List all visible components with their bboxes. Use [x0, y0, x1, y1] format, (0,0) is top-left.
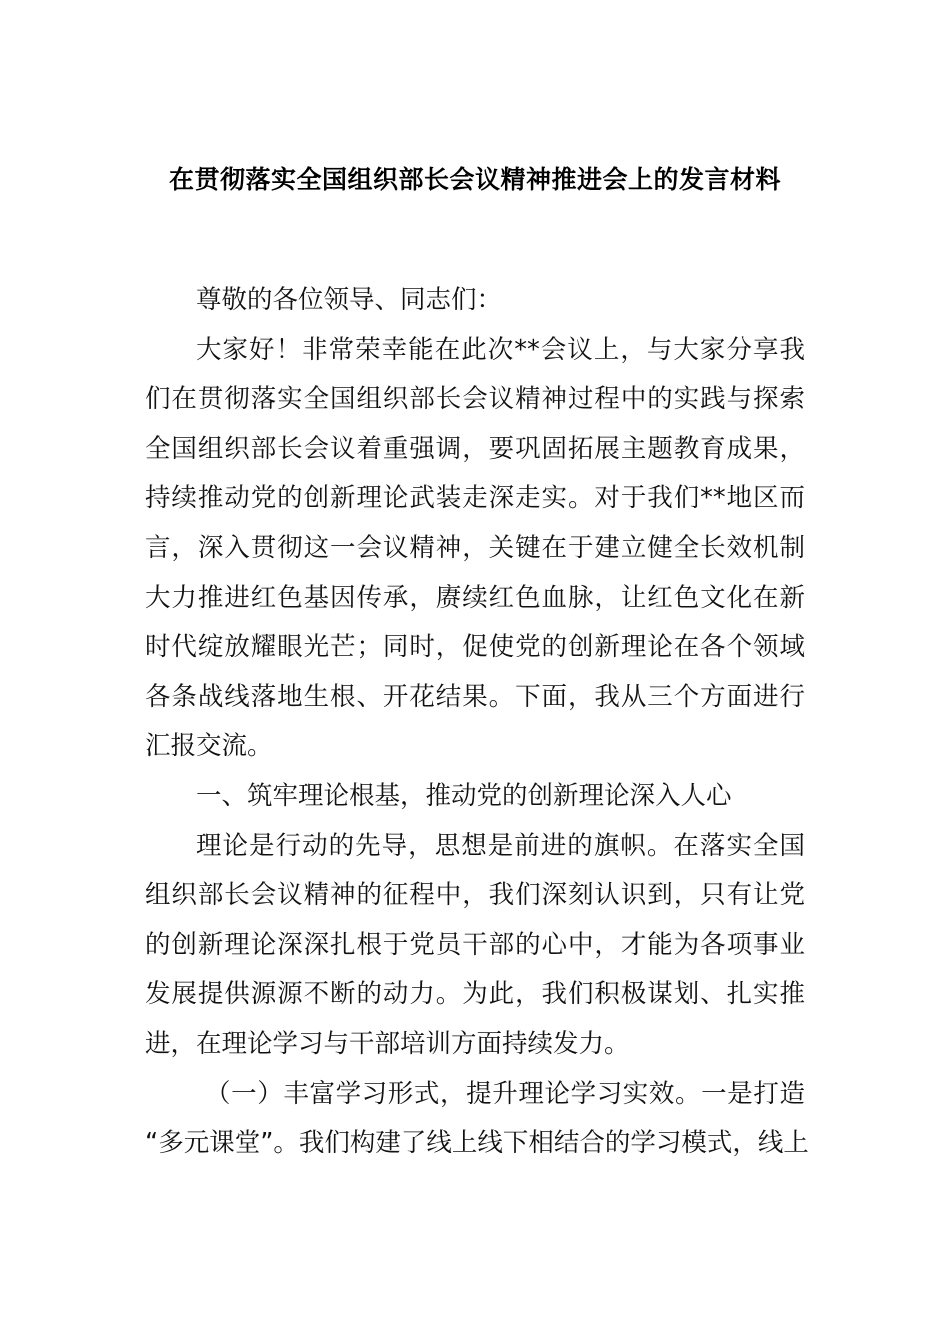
document-body — [145, 276, 809, 1169]
paragraph-line: 的创新理论深深扎根于党员干部的心中，才能为各项事业 — [145, 929, 805, 960]
paragraph-line: 发展提供源源不断的动力。为此，我们积极谋划、扎实推 — [145, 979, 805, 1010]
paragraph-line: 们在贯彻落实全国组织部长会议精神过程中的实践与探索 — [145, 384, 805, 415]
paragraph-line: 大力推进红色基因传承，赓续红色血脉，让红色文化在新 — [145, 582, 805, 613]
paragraph-line: 持续推动党的创新理论武装走深走实。对于我们**地区而 — [145, 483, 805, 514]
paragraph-line: 全国组织部长会议着重强调，要巩固拓展主题教育成果， — [145, 433, 805, 464]
paragraph-line: 各条战线落地生根、开花结果。下面，我从三个方面进行 — [145, 681, 805, 712]
paragraph-line: 大家好！非常荣幸能在此次**会议上，与大家分享我 — [196, 334, 805, 365]
salutation-line: 尊敬的各位领导、同志们： — [196, 285, 503, 315]
section-heading: 一、筑牢理论根基，推动党的创新理论深入人心 — [196, 780, 732, 811]
paragraph-line: “多元课堂”。我们构建了线上线下相结合的学习模式，线上 — [145, 1128, 809, 1159]
paragraph-line: 组织部长会议精神的征程中，我们深刻认识到，只有让党 — [145, 880, 805, 911]
paragraph-line: 时代绽放耀眼光芒；同时，促使党的创新理论在各个领域 — [145, 632, 805, 663]
paragraph-line: 言，深入贯彻这一会议精神，关键在于建立健全长效机制 — [145, 532, 805, 563]
paragraph-line: 汇报交流。 — [145, 731, 273, 762]
document-title: 在贯彻落实全国组织部长会议精神推进会上的发言材料 — [168, 165, 781, 194]
subsection-line: （一）丰富学习形式，提升理论学习实效。一是打造 — [205, 1078, 805, 1109]
paragraph-line: 理论是行动的先导，思想是前进的旗帜。在落实全国 — [196, 830, 805, 861]
paragraph-line: 进，在理论学习与干部培训方面持续发力。 — [145, 1028, 630, 1059]
